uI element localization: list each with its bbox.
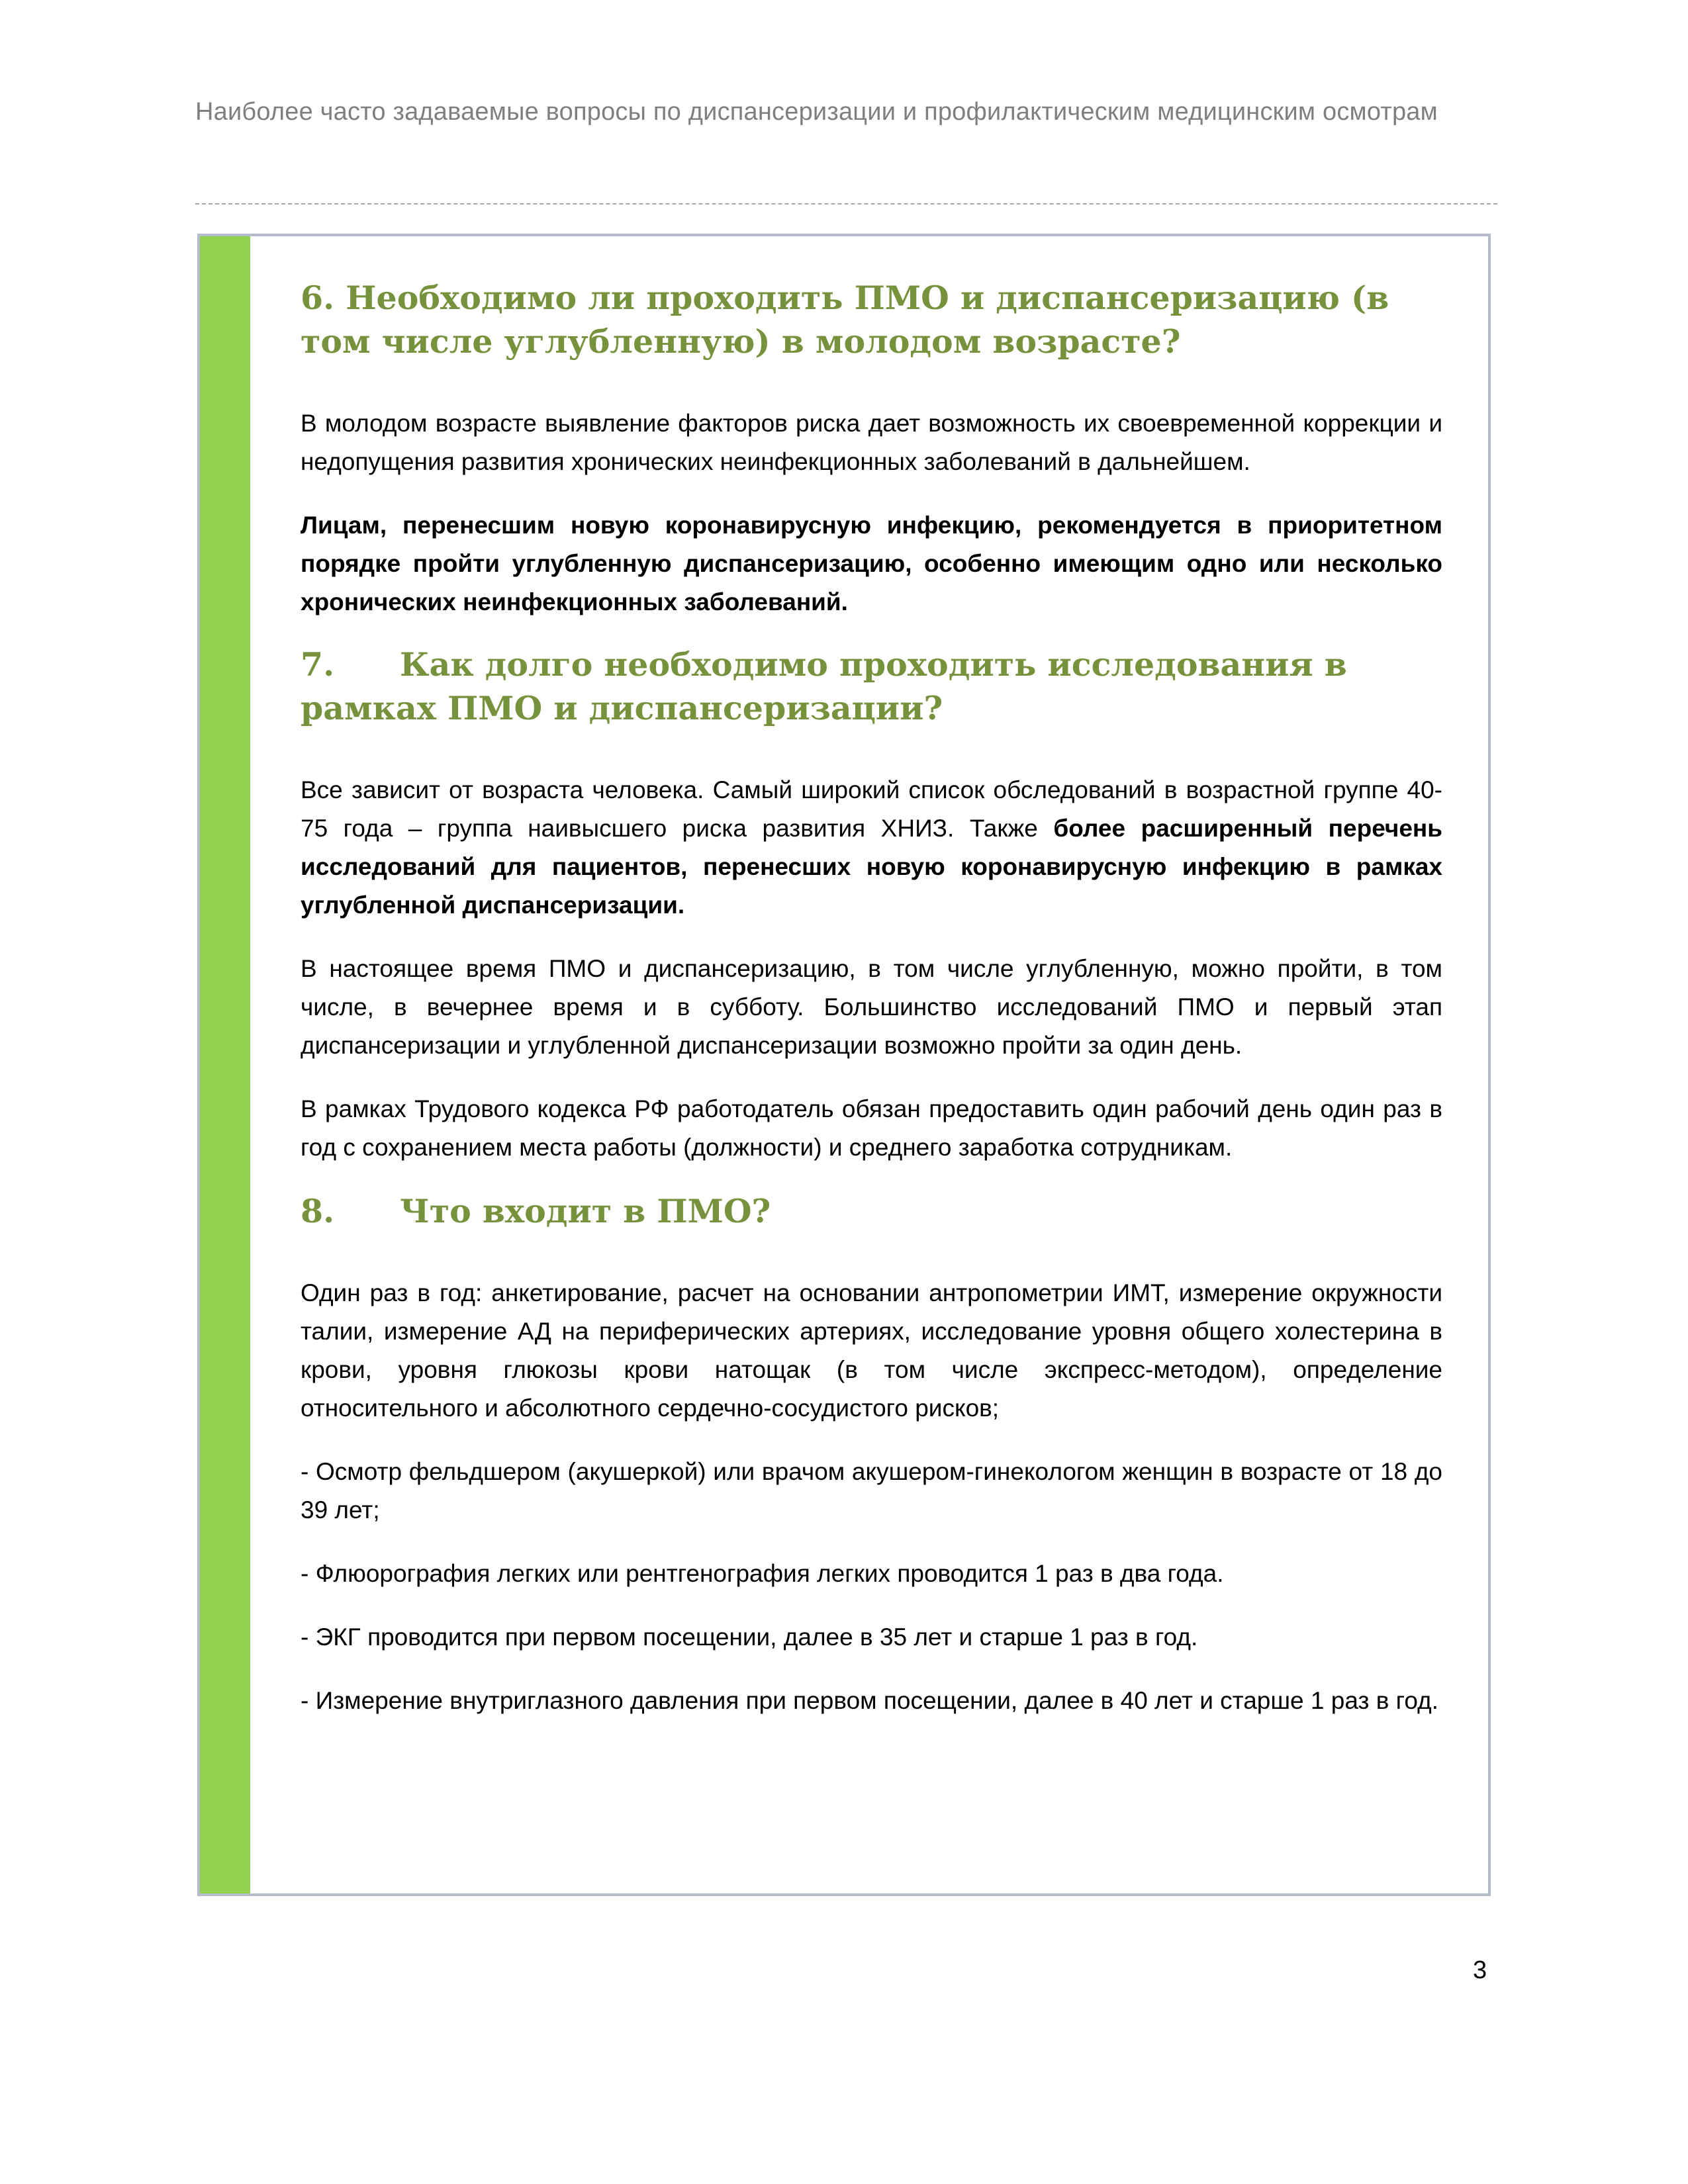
accent-bar (200, 236, 250, 1893)
paragraph-text: - Измерение внутриглазного давления при первом посещении, далее в 40 лет и старше 1 раз в год. (301, 1687, 1438, 1714)
paragraph-text: - ЭКГ проводится при первом посещении, далее в 35 лет и старше 1 раз в год. (301, 1623, 1198, 1651)
paragraph-text: В настоящее время ПМО и диспансеризацию, в том числе углубленную, можно пройти, в том числе, в вечернее время и в субботу. Большинство исследований ПМО и первый этап диспансеризации и углубленной диспансеризации возможно пройти за один день. (301, 955, 1442, 1059)
section-6-heading (301, 276, 1442, 363)
section-6-paragraph-1 (301, 404, 1442, 481)
section-7-paragraph-3 (301, 1090, 1442, 1167)
paragraph-text: В рамках Трудового кодекса РФ работодатель обязан предоставить один рабочий день один раз в год с сохранением места работы (должности) и среднего заработка сотрудникам. (301, 1095, 1442, 1161)
section-7-number: 7. (301, 645, 335, 684)
paragraph-text: Все зависит от возраста человека. Самый широкий список обследований в возрастной группе 40-75 года – группа наивысшего риска развития ХНИЗ. Также (301, 776, 1442, 842)
running-header: Наиболее часто задаваемые вопросы по диспансеризации и профилактическим медицинским осмотрам (195, 98, 1438, 126)
section-7-paragraph-1 (301, 771, 1442, 925)
section-8-heading (301, 1189, 1442, 1233)
section-8-paragraph-3 (301, 1555, 1442, 1593)
paragraph-bold-text: более расширенный перечень исследований для пациентов, перенесших новую коронавирусную инфекцию в рамках углубленной диспансеризации. (301, 815, 1442, 919)
paragraph-text: В молодом возрасте выявление факторов риска дает возможность их своевременной коррекции и недопущения развития хронических неинфекционных заболеваний в дальнейшем. (301, 410, 1442, 475)
section-8-number: 8. (301, 1192, 335, 1230)
section-6-paragraph-2 (301, 506, 1442, 621)
section-8-paragraph-2 (301, 1453, 1442, 1529)
section-7-paragraph-2 (301, 950, 1442, 1065)
section-7-heading (301, 643, 1442, 730)
page-number: 3 (1473, 1956, 1487, 1984)
paragraph-text: - Флюорография легких или рентгенография легких проводится 1 раз в два года. (301, 1560, 1224, 1587)
paragraph-text: Один раз в год: анкетирование, расчет на основании антропометрии ИМТ, измерение окружности талии, измерение АД на периферических артериях, исследование уровня общего холестерина в крови, уровня глюкозы крови натощак (в том числе экспресс-методом), определение относительного и абсолютного сердечно-сосудистого рисков; (301, 1279, 1442, 1422)
section-8-paragraph-5 (301, 1682, 1442, 1720)
paragraph-bold-text: Лицам, перенесшим новую коронавирусную инфекцию, рекомендуется в приоритетном порядке пройти углубленную диспансеризацию, особенно имеющим одно или несколько хронических неинфекционных заболеваний. (301, 512, 1442, 615)
section-8-paragraph-4 (301, 1618, 1442, 1657)
section-8-title: Что входит в ПМО? (400, 1192, 771, 1230)
section-6-number: 6. (301, 279, 335, 317)
section-7-title: Как долго необходимо проходить исследования в рамках ПМО и диспансеризации? (301, 645, 1347, 727)
section-8-paragraph-1 (301, 1274, 1442, 1428)
content-body (301, 276, 1442, 1720)
paragraph-text: - Осмотр фельдшером (акушеркой) или врачом акушером-гинекологом женщин в возрасте от 18 до 39 лет; (301, 1458, 1442, 1524)
content-frame (197, 234, 1491, 1896)
section-6-title: Необходимо ли проходить ПМО и диспансеризацию (в том числе углубленную) в молодом возрасте? (301, 279, 1389, 361)
header-divider (195, 203, 1497, 205)
